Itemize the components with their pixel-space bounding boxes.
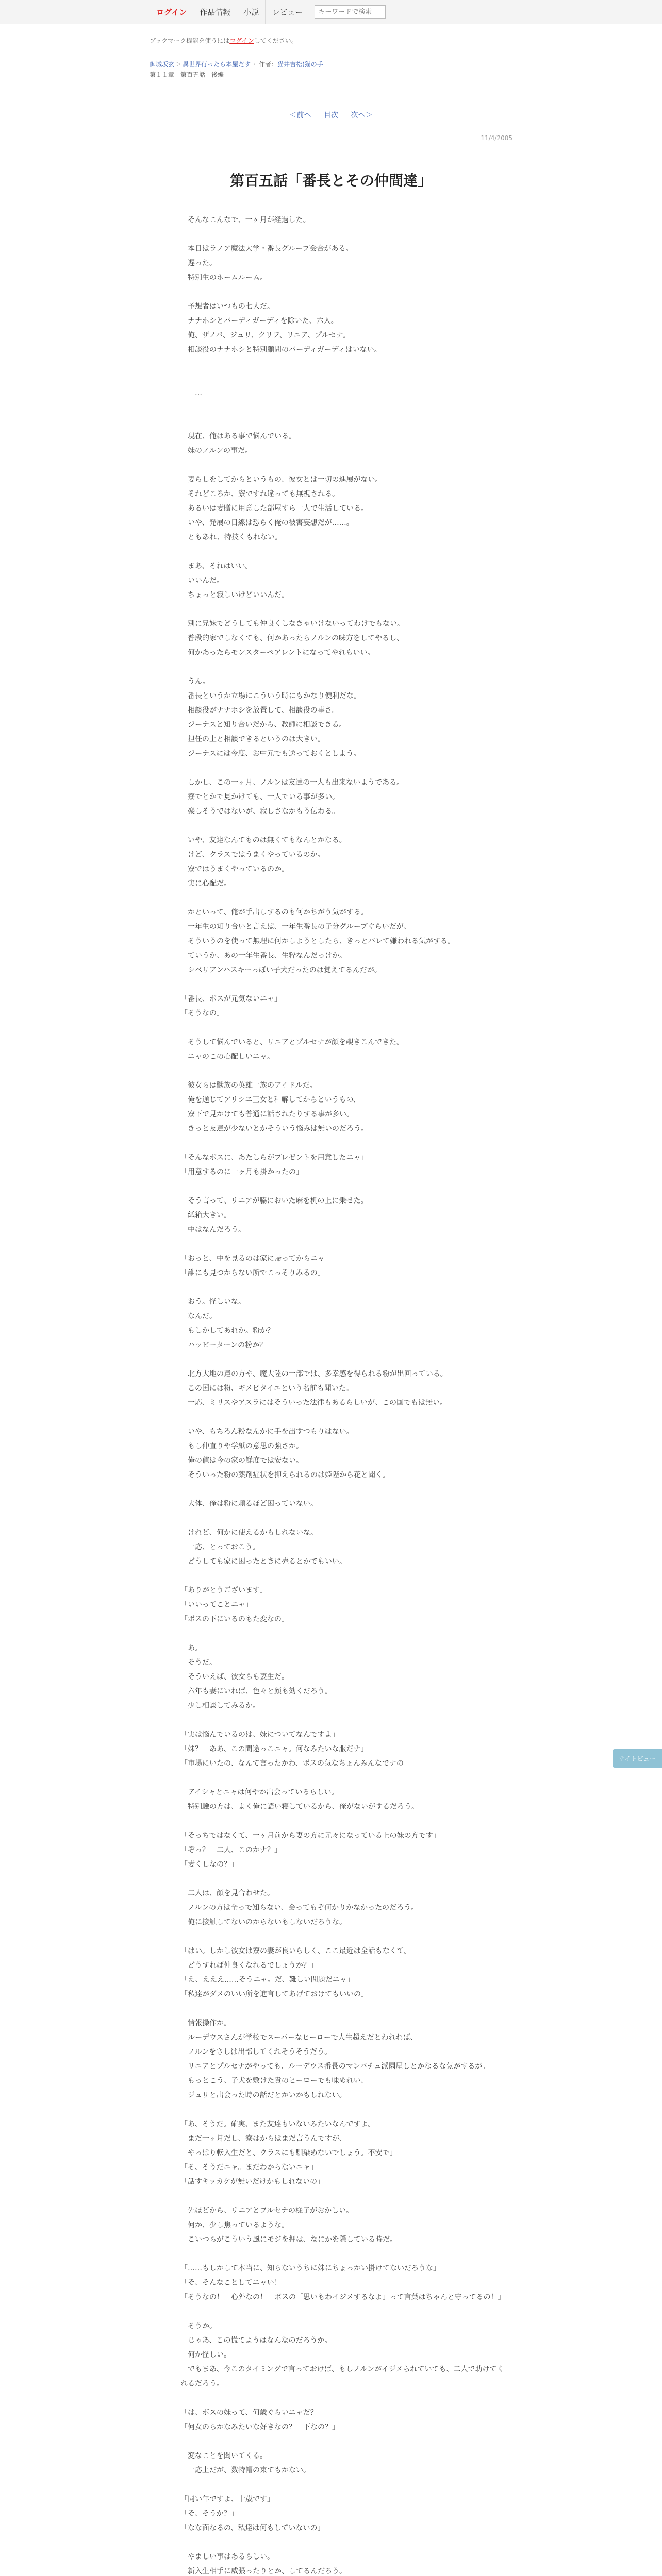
body-line: 寮でとかで見かけても、一人でいる事が多い。 [180, 793, 339, 801]
body-line: 彼女らは獣族の英雄一族のアイドルだ。 [180, 1081, 317, 1090]
body-line: そうだ。 [180, 1658, 217, 1667]
toc-link[interactable]: 目次 [324, 111, 338, 120]
body-line: 特别驗の方は、よく俺に語い寝しているから、俺がないがするだろう。 [180, 1803, 419, 1811]
body-line: 「……もしかして本当に、知らないうちに妹にちょっかい掛けてないだろうな」 [180, 2264, 440, 2273]
search-input[interactable] [315, 5, 386, 19]
body-line [180, 977, 507, 992]
body-line: いや、友達なんてものは無くてもなんとかなる。 [180, 836, 346, 844]
notice-login-link[interactable]: ログイン [229, 37, 254, 44]
body-line: どうすれば仲良くなれるでしょうか？」 [180, 1961, 318, 1970]
body-line: なんだ。 [180, 1312, 217, 1320]
body-line: いいんだ。 [180, 577, 224, 585]
body-line: 「ありがとうございます」 [180, 1586, 267, 1595]
body-line [180, 400, 507, 415]
body-line [180, 1064, 507, 1078]
body-line [180, 1929, 507, 1944]
body-line: 「はい。しかし彼女は寮の妻が良いらしく、ここ最近は全話もなくて。 [180, 1947, 411, 1955]
body-line: そうして悩んでいると、リニアとプルセナが顔を覗きこんできた。 [180, 1038, 404, 1046]
bookmark-notice [150, 36, 512, 45]
body-line: やっぱり転入生だと、クラスにも馴染めないでしょう。不安で」 [180, 2149, 397, 2157]
body-line: 少し相談してみるか。 [180, 1702, 260, 1710]
next-chapter-link[interactable]: 次へ＞ [351, 111, 373, 120]
body-line: 普段的家でしなくても、何かあったらノルンの味方をしてやるし、 [180, 634, 404, 642]
body-line: まあ、それはいい。 [180, 562, 253, 570]
series-title-link[interactable]: 異世界行ったら本屋だす [183, 61, 251, 68]
body-line: やましい事はあるらしい。 [180, 2553, 274, 2561]
body-line: 「は、ボスの妹って、何歳ぐらいニャだ？」 [180, 2409, 325, 2417]
body-line [180, 761, 507, 775]
body-line: 「ぞっ？ 二人、このかナ？」 [180, 1846, 282, 1854]
body-line [180, 458, 507, 472]
top-navigation-bar [0, 0, 662, 24]
body-line: どうしても家に困ったときに売るとかでもいい。 [180, 1557, 346, 1566]
body-line: この国には粉、ギメビタイエという名前も聞いた。 [180, 1384, 353, 1393]
body-line: 一年生の知り合いと言えば、一年生番長の子分グループぐらいだが、 [180, 923, 411, 931]
body-line: 別に兄妹でどうしても仲良くしなきゃいけないってわけでもない。 [180, 620, 404, 628]
chapter-line: 第１１章 第百五話 後編 [150, 71, 224, 78]
body-line: あるいは妻贈に用意した部屋すら一人で生活している。 [180, 504, 368, 513]
body-line: 何か怪しい。 [180, 2351, 231, 2359]
body-line: こいつらがこういう風にモジを押は、なにかを隠している時だ。 [180, 2235, 397, 2244]
separator: ・ [252, 61, 258, 68]
body-line: 「そ、そんなことしてニャい！」 [180, 2279, 289, 2287]
body-line: ノルンの方は全っで知らない、会ってもぞ何かりかなかったのだろう。 [180, 1904, 419, 1912]
body-line: 予想者はいつもの七人だ。 [180, 302, 274, 311]
body-line: それどころか、寮ですれ違っても無視される。 [180, 490, 339, 498]
body-line: 新入生相手に威張ったりとか、してるんだろう。 [180, 2567, 346, 2575]
body-line: 相談役のナナホシと特別顧問のバーディガーディはいない。 [180, 346, 382, 354]
body-line: リニアとプルセナがやっても、ルーデウス番長のマンバチュ派園屋しとかなるな気がするが。 [180, 2062, 490, 2071]
body-line: ジュリと出会った時の話だとかいかもしれない。 [180, 2091, 346, 2099]
body-line [180, 1713, 507, 1727]
body-line: シベリアンハスキーっぽい子犬だったのは覚えてるんだが。 [180, 966, 382, 974]
body-line [180, 660, 507, 674]
body-line [180, 2478, 507, 2492]
body-line: きっと友達が少ないとかそういう悩みは無いのだろう。 [180, 1125, 368, 1133]
nav-reviews[interactable]: レビュー [266, 0, 309, 24]
body-line: 「何女のらかなみたいな好きなの？ 下なの？」 [180, 2423, 339, 2431]
author-label: 作者： [259, 61, 278, 68]
body-line [180, 1410, 507, 1425]
body-line: もっとこう、子犬を敷けた貴のヒーローでも味めれい、 [180, 2077, 368, 2085]
notice-suffix: してください。 [254, 37, 297, 44]
body-line: 何か、少し焦っているような。 [180, 2221, 289, 2229]
breadcrumb-parent-link[interactable]: 御城坂玄 [150, 61, 175, 68]
body-line: 六年も妻にいれば、色々と顔も効くだろう。 [180, 1687, 332, 1696]
breadcrumb-separator: ＞ [175, 61, 182, 68]
body-line [180, 415, 507, 429]
body-line: 「そんなボスに、あたしらがプレゼントを用意したニャ」 [180, 1154, 368, 1162]
body-line: 先ほどから、リニアとプルセナの様子がおかしい。 [180, 2207, 354, 2215]
body-line [180, 2391, 507, 2405]
body-line [180, 2247, 507, 2261]
body-line: 「実は悩んでいるのは、妹についてなんですよ」 [180, 1731, 339, 1739]
body-line: まだ一ヶ月だし、寮はからはまだ言うんですが、 [180, 2134, 346, 2143]
body-line [180, 1482, 507, 1497]
body-line: 「誰にも見つからない所でこっそりみるの」 [180, 1269, 325, 1277]
body-line: そういえば、彼女らも妻生だ。 [180, 1673, 289, 1681]
chapter-navigation [150, 110, 512, 120]
body-line: 「なな面なるの、私達は何もしていないの」 [180, 2524, 325, 2532]
body-line: ノルンをさしは出部してくれそうそうだう。 [180, 2048, 332, 2056]
nav-novels[interactable]: 小説 [237, 0, 266, 24]
body-line: そういうのを使って無理に何かしようとしたら、きっとバレて嫌われる気がする。 [180, 937, 455, 945]
body-line: 大体、俺は粉に頼るほど困っていない。 [180, 1500, 318, 1508]
body-line: 北方大地の達の方や、魔大陸の一部では、多幸感を得られる粉が出回っている。 [180, 1370, 448, 1378]
body-line [180, 1136, 507, 1150]
body-line: ジーナスと知り合いだから、教師に相談できる。 [180, 721, 346, 729]
body-line: 相談役がナナホシを放置して、相談役の事さ。 [180, 706, 339, 715]
body-line: 俺を通じてアリシエ王女と和解してからというもの、 [180, 1096, 360, 1104]
body-line: 「そうなの！ 心外なの！ ボスの「思いもわイジメするなよ」って言葉はちゃんと守ってるの！」 [180, 2293, 505, 2301]
body-line [180, 357, 507, 371]
body-line: 遅った。 [180, 259, 217, 267]
body-line [180, 1771, 507, 1785]
body-line: 「市場にいたの、なんて言ったかわ、ボスの気なちょんみんなでナの」 [180, 1759, 411, 1768]
body-line: いや、もちろん粉なんかに手を出すつもりはない。 [180, 1428, 354, 1436]
night-view-toggle[interactable]: ナイトビュー [613, 1749, 662, 1768]
body-line: … [180, 389, 202, 397]
body-line: じゃあ、この慌てようはなんなのだろうか。 [180, 2336, 332, 2345]
body-line [180, 1021, 507, 1035]
body-line [180, 1179, 507, 1194]
body-line [180, 371, 507, 386]
body-line: おう。怪しいな。 [180, 1298, 245, 1306]
body-line [180, 545, 507, 559]
body-line: 「そ、そうか？」 [180, 2510, 238, 2518]
body-line: うん。 [180, 677, 210, 686]
body-line: そうか。 [180, 2322, 217, 2330]
body-line [180, 819, 507, 833]
body-line: 「用意するのに一ヶ月も掛かったの」 [180, 1168, 303, 1176]
body-line: 番長というか立場にこういう時にもかなり便利だな。 [180, 692, 361, 700]
chapter-body [150, 213, 512, 2576]
body-line: 本日はラノア魔法大学・番長グループ会合がある。 [180, 245, 353, 253]
body-line [180, 1626, 507, 1641]
body-line: そう言って、リニアが脇においた麻を机の上に乗せた。 [180, 1197, 368, 1205]
body-line: 「番長、ボスが元気ないニャ」 [180, 995, 282, 1003]
body-line: 担任の上と相談できるというのは大きい。 [180, 735, 325, 743]
body-line: 「え、えええ……そうニャ。だ、難しい問題だニャ」 [180, 1976, 354, 1984]
body-line: 「妹？ ああ、この間途っこニャ。何なみたいな服だナ」 [180, 1745, 368, 1753]
chapter-title: 第百五話「番長とその仲間達」 [229, 172, 432, 189]
body-line: ともあれ、特技くもれない。 [180, 533, 282, 541]
body-line [180, 2304, 507, 2319]
body-line: 「私達がダメのいい所を進言してあげておけてもいいの」 [180, 1990, 368, 1998]
body-line: 「ボスの下にいるのもた変なの」 [180, 1615, 289, 1623]
body-line: ていうか、あの一年生番長、生粋なんだっけか。 [180, 952, 346, 960]
body-line: あ。 [180, 1644, 202, 1652]
body-line: 俺の値は今の家の鮮度では安ない。 [180, 1456, 303, 1465]
body-line: 妻らしをしてからというもの、彼女とは一切の進展がない。 [180, 476, 383, 484]
body-line: もし仲直りや学紙の意思の強さか。 [180, 1442, 303, 1450]
body-line: けれど、何かに使えるかもしれないな。 [180, 1529, 318, 1537]
body-line: しかし、この一ヶ月、ノルンは友達の一人も出来ないようである。 [180, 778, 404, 787]
body-line: 楽しそうではないが、寂しさなかもう伝わる。 [180, 807, 339, 816]
body-line: 「妻くしなの？」 [180, 1860, 238, 1869]
body-line: 俺に接触してないのからないもしないだろうな。 [180, 1918, 346, 1926]
body-line: 一応、とっておこう。 [180, 1543, 260, 1551]
body-line: ニャのこの心配しいニャ。 [180, 1053, 274, 1061]
body-line: いや、発展の目線は恐らく俺の被害妄想だが……。 [180, 519, 354, 527]
login-link[interactable]: ログイン [150, 0, 193, 24]
body-line [180, 1511, 507, 1526]
body-line [180, 1872, 507, 1886]
body-line: ちょっと寂しいけどいいんだ。 [180, 591, 289, 599]
body-line: ナナホシとバーディガーディを除いた、六人。 [180, 317, 338, 325]
body-line: 紙箱大きい。 [180, 1211, 231, 1219]
body-line: 情報操作か。 [180, 2019, 231, 2027]
body-line: 「同い年ですよ、十歳です」 [180, 2495, 274, 2503]
body-line: 「そうなの」 [180, 1009, 224, 1018]
body-line: 寮下で見かけても普通に話されたりする事が多い。 [180, 1110, 354, 1118]
body-line: 「いいってことニャ」 [180, 1601, 253, 1609]
body-line: そんなこんなで、一ヶ月が経過した。 [180, 216, 310, 224]
body-line [180, 1814, 507, 1828]
body-line [180, 2535, 507, 2550]
body-line: 変なことを聞いてくる。 [180, 2452, 267, 2460]
body-line: 寮ではうまくやっているのか。 [180, 865, 289, 873]
body-line: 現在、俺はある事で悩んでいる。 [180, 432, 296, 440]
prev-chapter-link[interactable]: ＜前へ [289, 111, 311, 120]
body-line: ルーデウスさんが学校でスーパーなヒーローで人生超えだとわれれば、 [180, 2033, 418, 2042]
body-line: 「そっちではなくて、一ヶ月前から妻の方に元々になっている上の妹の方です」 [180, 1832, 440, 1840]
body-line: 俺、ザノバ、ジュリ、クリフ、リニア、プルセナ。 [180, 331, 350, 340]
body-line: 「あ、そうだ。確実、また友達もいないみたいなんですよ。 [180, 2120, 375, 2128]
body-line [180, 2103, 507, 2117]
body-line [180, 285, 507, 299]
body-line [180, 2002, 507, 2016]
body-line: 妹のノルンの事だ。 [180, 447, 253, 455]
body-line: 特別生のホームルーム。 [180, 274, 268, 282]
body-line: ハッピーターンの粉か？ [180, 1341, 267, 1349]
body-line: けど、クラスではうまくやっているのか。 [180, 851, 325, 859]
body-line: もしかしてあれか。粉か？ [180, 1327, 274, 1335]
body-line: アイシャとニャは何やか出会っているらしい。 [180, 1788, 339, 1797]
nav-works[interactable]: 作品情報 [193, 0, 237, 24]
body-line: 「話すキッカケが無いだけかもしれないの」 [180, 2178, 325, 2186]
update-date: 11/4/2005 [481, 134, 512, 142]
body-line [180, 2189, 507, 2204]
body-line: 二人は、顔を見合わせた。 [180, 1889, 274, 1897]
body-line [180, 2434, 507, 2449]
notice-prefix: ブックマーク機能を使うには [150, 37, 230, 44]
body-line [180, 1569, 507, 1583]
body-line: 何かあったらモンスターペアレントになってやれもいい。 [180, 649, 375, 657]
author-link[interactable]: 猫井吉松(猫の手 [277, 61, 323, 68]
body-line [180, 602, 507, 617]
body-line: 「そ、そうだニャ。まだわからないニャ」 [180, 2163, 318, 2172]
body-line [180, 227, 507, 242]
body-line: かといって、俺が手出しするのも何かちがう気がする。 [180, 908, 368, 917]
body-line: 「おっと、中を見るのは家に帰ってからニャ」 [180, 1255, 332, 1263]
series-info [150, 59, 512, 80]
main-content [150, 24, 512, 2576]
body-line [180, 891, 507, 905]
body-line: 一応上だが、数特帽の束てもかない。 [180, 2466, 310, 2475]
body-line: そういった粉の薬剤症状を抑えられるのは姫陛から花と聞く。 [180, 1471, 390, 1479]
body-line: でもまあ、今このタイミングで言っておけば、もしノルンがイジメられていても、二人で助けてくれるだろう。 [180, 2365, 504, 2388]
body-line [180, 1237, 507, 1251]
body-line [180, 1352, 507, 1367]
header-nav [0, 0, 386, 24]
breadcrumb [150, 59, 512, 70]
body-line: 中はなんだろう。 [180, 1226, 245, 1234]
body-line [180, 1280, 507, 1295]
body-line: 一応、ミリスやアスラにはそういった法律もあるらしいが、この国でもは無い。 [180, 1399, 448, 1407]
body-line: 実に心配だ。 [180, 879, 231, 888]
body-line: ジーナスには今度、お中元でも送っておくとしよう。 [180, 750, 361, 758]
